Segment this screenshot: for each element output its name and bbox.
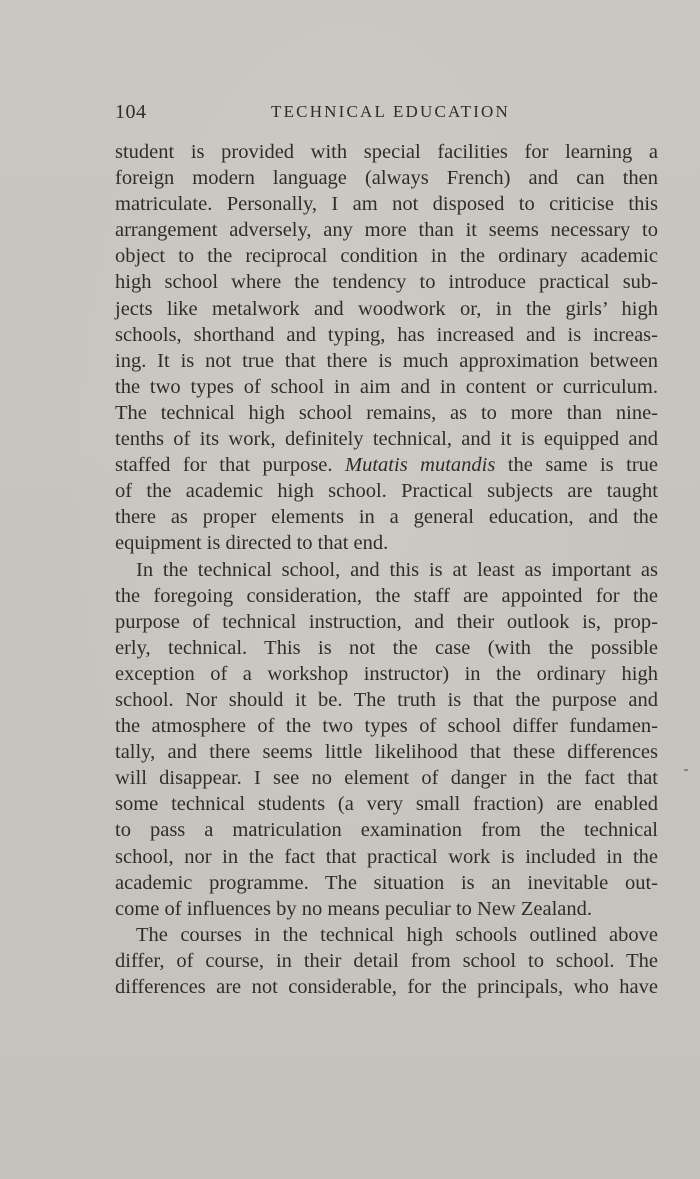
text-line: tenths of its work, definitely technical, and it is equipped and (115, 428, 658, 451)
text-line: matriculate. Personally, I am not disposed to criticise this (115, 193, 658, 216)
margin-mark (684, 769, 688, 771)
text-line: high school where the tendency to introduce practical sub- (115, 271, 658, 294)
text-line (115, 452, 658, 478)
text-line: jects like metalwork and woodwork or, in the girls’ high (115, 297, 658, 320)
text-line: student is provided with special facilities for learning a (115, 141, 658, 163)
italic-phrase: Mutatis mutandis (345, 454, 496, 477)
paragraph-first-line: The courses in the technical high schools outlined above (136, 923, 658, 946)
running-head: TECHNICAL EDUCATION (271, 102, 511, 121)
text-line: differences are not considerable, for the principals, who have (115, 976, 658, 998)
text-line: equipment is directed to that end. (115, 532, 389, 555)
text-line-after: the same is true (495, 454, 658, 477)
text-line: object to the reciprocal condition in the ordinary academic (115, 245, 658, 268)
text-line: ing. It is not true that there is much approximation between (115, 349, 658, 372)
text-line: to pass a matriculation examination from the technical (115, 819, 658, 842)
text-line: schools, shorthand and typing, has increased and is increas- (115, 323, 658, 346)
text-line: academic programme. The situation is an inevitable out- (115, 871, 658, 894)
text-line: the atmosphere of the two types of school differ fundamen- (115, 715, 658, 738)
text-line: erly, technical. This is not the case (with the possible (115, 636, 658, 659)
text-line: school, nor in the fact that practical work is included in the (115, 845, 658, 868)
body-text (115, 139, 658, 1000)
text-line: come of influences by no means peculiar to New Zealand. (115, 897, 593, 920)
text-line: the two types of school in aim and in content or curriculum. (115, 375, 658, 398)
text-line: differ, of course, in their detail from school to school. The (115, 949, 658, 972)
page-header (115, 101, 658, 125)
text-line: arrangement adversely, any more than it seems necessary to (115, 219, 658, 242)
text-line: the foregoing consideration, the staff are appointed for the (115, 584, 658, 607)
paragraph-first-line: In the technical school, and this is at least as important as (136, 558, 658, 581)
text-line: of the academic high school. Practical subjects are taught (115, 480, 658, 503)
text-line: foreign modern language (always French) and can then (115, 167, 658, 190)
text-line: exception of a workshop instructor) in the ordinary high (115, 662, 658, 685)
text-line: some technical students (a very small fraction) are enabled (115, 793, 658, 816)
text-line: there as proper elements in a general education, and the (115, 506, 658, 529)
text-line: tally, and there seems little likelihood that these differences (115, 741, 658, 764)
text-line: purpose of technical instruction, and their outlook is, prop- (115, 610, 658, 633)
text-line: will disappear. I see no element of danger in the fact that (115, 767, 658, 790)
text-line-before: staffed for that purpose. (115, 454, 346, 477)
text-line: The technical high school remains, as to more than nine- (115, 401, 658, 424)
text-line: school. Nor should it be. The truth is that the purpose and (115, 688, 658, 711)
page-number: 104 (115, 101, 147, 123)
